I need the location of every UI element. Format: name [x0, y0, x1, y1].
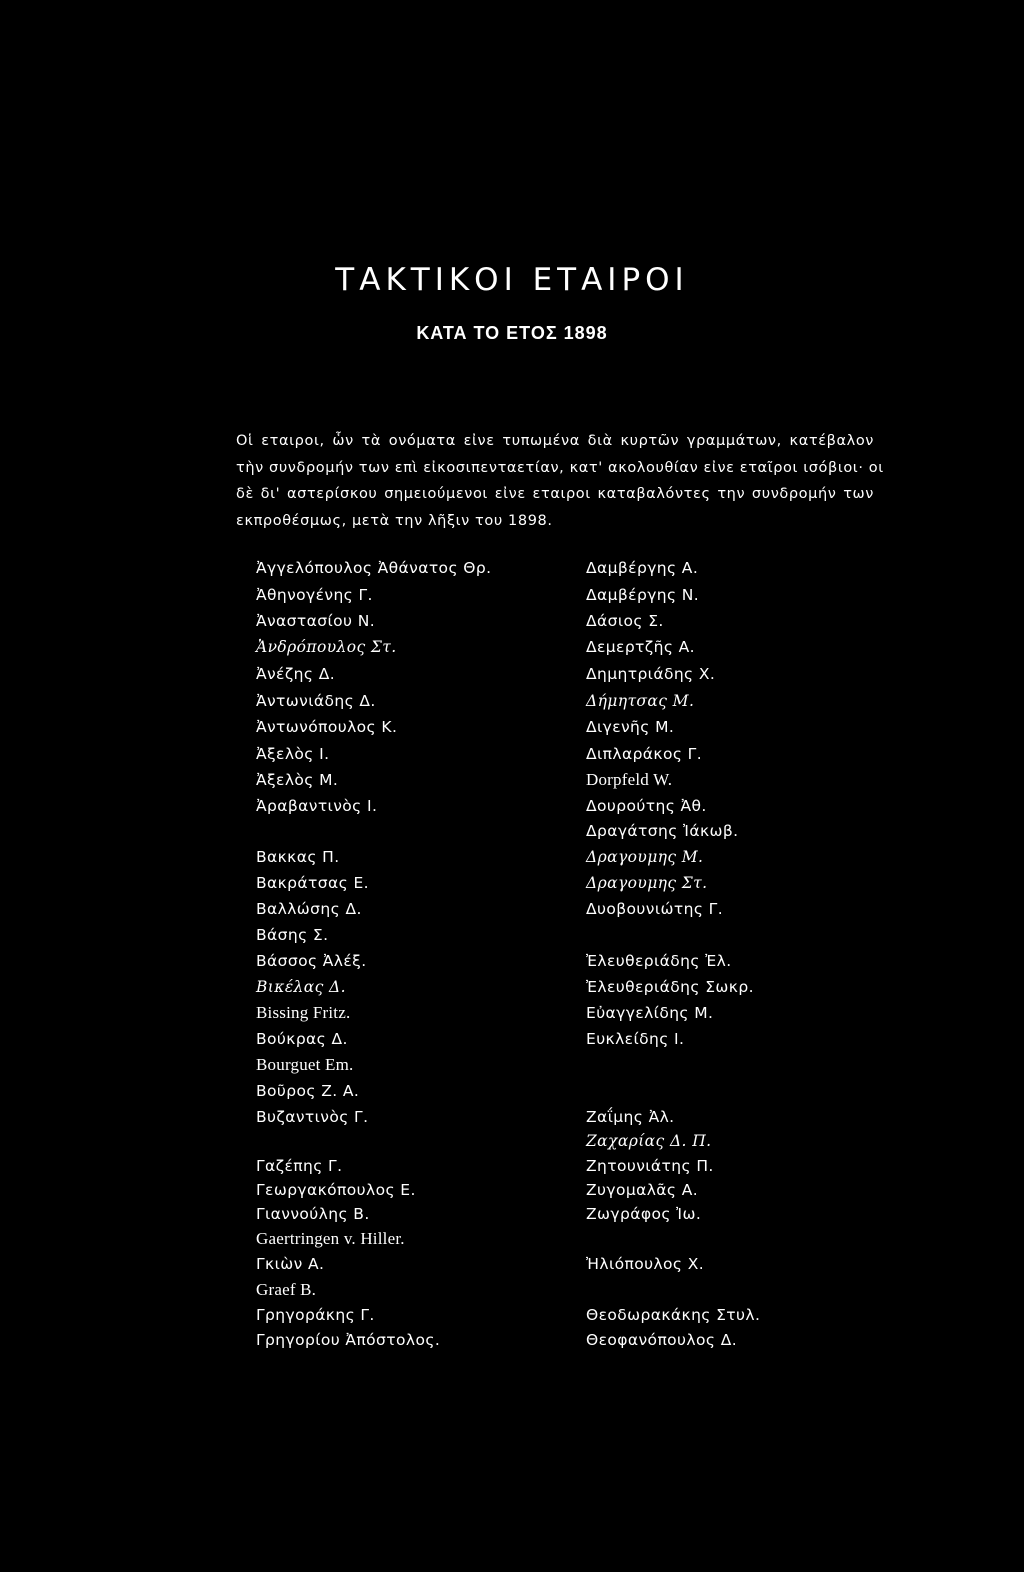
page-subtitle: ΚΑΤΑ ΤΟ ΕΤΟΣ 1898 — [416, 323, 608, 343]
member-entry: Δραγουμης Μ. — [586, 848, 704, 866]
member-entry: Ζυγομαλᾶς Α. — [586, 1181, 699, 1199]
member-entry: Βικέλας Δ. — [256, 978, 346, 996]
member-entry: Βάσης Σ. — [256, 926, 329, 944]
page-title: ΤΑΚΤΙΚΟΙ ΕΤΑΙΡΟΙ — [335, 262, 689, 298]
member-entry: Ἀντωνόπουλος Κ. — [256, 718, 398, 736]
member-entry: Graef B. — [256, 1280, 317, 1299]
member-entry: Ἐλευθεριάδης Ἐλ. — [586, 952, 732, 970]
member-entry: Ἀξελὸς Μ. — [256, 771, 339, 789]
member-entry: Γκιὼν Α. — [256, 1255, 325, 1273]
member-entry: Γαζέπης Γ. — [256, 1157, 343, 1175]
member-entry: Δυοβουνιώτης Γ. — [586, 900, 724, 918]
member-entry: Γρηγορίου Ἀπόστολος. — [256, 1331, 441, 1349]
member-entry: Γιαννούλης Β. — [256, 1205, 370, 1223]
member-entry: Δραγάτσης Ἰάκωβ. — [586, 822, 739, 840]
member-entry: Ἀνδρόπουλος Στ. — [256, 638, 397, 656]
member-entry: Δαμβέργης Ν. — [586, 586, 700, 604]
member-entry: Bourguet Em. — [256, 1055, 354, 1074]
member-entry: Ἀξελὸς Ι. — [256, 745, 330, 763]
member-entry: Γρηγοράκης Γ. — [256, 1306, 375, 1324]
member-entry: Βακκας Π. — [256, 848, 340, 866]
intro-paragraph — [236, 428, 884, 534]
member-entry: Εὐαγγελίδης Μ. — [586, 1004, 714, 1022]
member-entry: Βούκρας Δ. — [256, 1030, 348, 1048]
member-entry: Διγενῆς Μ. — [586, 718, 675, 736]
member-entry: Βυζαντινὸς Γ. — [256, 1108, 369, 1126]
intro-line: τὴν συνδρομήν των επὶ εἰκοσιπενταετίαν, κατ' ακολουθίαν εἰνε εταῖροι ισόβιοι· οι — [236, 459, 884, 476]
member-entry: Δουρούτης Ἀθ. — [586, 797, 707, 815]
member-entry: Βακράτσας Ε. — [256, 874, 369, 892]
intro-line: Οἱ εταιροι, ὧν τὰ ονόματα εἰνε τυπωμένα διὰ κυρτῶν γραμμάτων, κατέβαλον — [236, 433, 874, 449]
member-entry: Ἠλιόπουλος Χ. — [586, 1255, 705, 1273]
member-entry: Δημητριάδης Χ. — [586, 665, 716, 683]
member-entry: Βαλλώσης Δ. — [256, 900, 362, 918]
member-entry: Θεοδωρακάκης Στυλ. — [586, 1306, 761, 1324]
member-entry: Δαμβέργης Α. — [586, 559, 699, 577]
member-entry: Ζαχαρίας Δ. Π. — [586, 1132, 712, 1150]
member-entry: Βοῦρος Ζ. Α. — [256, 1082, 360, 1100]
member-entry: Δραγουμης Στ. — [586, 874, 708, 892]
member-entry: Ἀναστασίου Ν. — [256, 612, 376, 630]
member-entry: Δεμερτζῆς Α. — [586, 638, 696, 656]
member-entry: Ευκλείδης Ι. — [586, 1030, 685, 1048]
member-entry: Ζωγράφος Ἰω. — [586, 1205, 702, 1223]
member-entry: Ἀγγελόπουλος Ἀθάνατος Θρ. — [256, 559, 492, 577]
member-entry: Dorpfeld W. — [586, 770, 673, 789]
member-entry: Βάσσος Ἀλέξ. — [256, 952, 367, 970]
member-entry: Θεοφανόπουλος Δ. — [586, 1331, 738, 1349]
member-entry: Ἀνέζης Δ. — [256, 665, 336, 683]
member-entry: Γεωργακόπουλος Ε. — [256, 1181, 416, 1199]
member-entry: Bissing Fritz. — [256, 1003, 351, 1022]
member-entry: Ἀθηνογένης Γ. — [256, 586, 373, 604]
member-entry: Ἀραβαντινὸς Ι. — [256, 797, 378, 815]
intro-line: εκπροθέσμως, μετὰ την λῆξιν του 1898. — [236, 512, 553, 529]
member-entry: Ἀντωνιάδης Δ. — [256, 692, 376, 710]
member-entry: Ζητουνιάτης Π. — [586, 1157, 714, 1175]
member-entry: Ἐλευθεριάδης Σωκρ. — [586, 978, 754, 996]
intro-line: δὲ δι' αστερίσκου σημειούμενοι εἰνε εταιροι καταβαλόντες την συνδρομήν των — [236, 486, 874, 502]
member-entry: Ζαΐμης Ἀλ. — [586, 1108, 675, 1126]
member-entry: Gaertringen v. Hiller. — [256, 1229, 405, 1248]
member-entry: Δήμητσας Μ. — [586, 692, 695, 710]
member-entry: Διπλαράκος Γ. — [586, 745, 703, 763]
member-entry: Δάσιος Σ. — [586, 612, 664, 630]
